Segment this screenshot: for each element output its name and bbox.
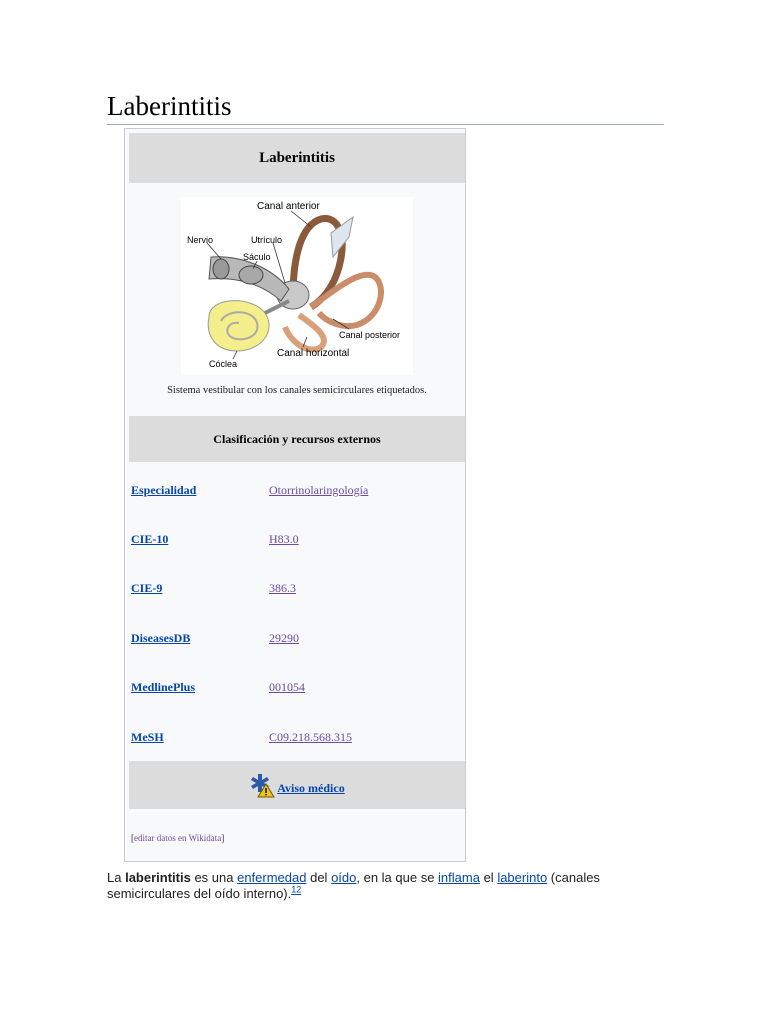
row-label-diseasesdb[interactable]: DiseasesDB bbox=[131, 631, 191, 645]
infobox-row bbox=[131, 532, 461, 552]
row-value-cie9[interactable]: 386.3 bbox=[269, 581, 296, 595]
edit-wikidata-link[interactable]: editar datos en Wikidata bbox=[134, 833, 222, 843]
link-oido[interactable]: oído bbox=[331, 870, 357, 885]
bold-term: laberintitis bbox=[125, 870, 191, 885]
row-label-cie10[interactable]: CIE-10 bbox=[131, 532, 169, 546]
text-fragment: (canales semicirculares del oído interno). bbox=[107, 870, 600, 901]
infobox-row bbox=[131, 631, 461, 651]
vestibular-system-image[interactable] bbox=[181, 197, 413, 375]
intro-paragraph bbox=[107, 870, 667, 902]
nerve-bundle-shape bbox=[213, 259, 229, 279]
row-value-cie10[interactable]: H83.0 bbox=[269, 532, 299, 546]
text-fragment: es una bbox=[190, 870, 238, 885]
link-laberinto[interactable]: laberinto bbox=[497, 870, 548, 885]
row-value-medlineplus[interactable]: 001054 bbox=[269, 680, 305, 694]
page-title: Laberintitis bbox=[107, 88, 664, 125]
medical-warning-bar bbox=[129, 761, 465, 809]
text-fragment: La bbox=[107, 870, 126, 885]
label-coclea: Cóclea bbox=[209, 359, 238, 369]
row-value-mesh[interactable]: C09.218.568.315 bbox=[269, 730, 353, 744]
bracket-open: [ bbox=[131, 833, 134, 843]
row-label-mesh[interactable]: MeSH bbox=[131, 730, 164, 744]
text-fragment: el bbox=[479, 870, 498, 885]
label-canal-anterior: Canal anterior bbox=[257, 201, 320, 212]
label-nervio: Nervio bbox=[187, 235, 214, 245]
label-utriculo: Utrículo bbox=[251, 235, 283, 245]
label-canal-posterior: Canal posterior bbox=[339, 330, 401, 340]
coclea-shape bbox=[208, 301, 269, 351]
row-value-diseasesdb[interactable]: 29290 bbox=[269, 631, 299, 645]
infobox-row bbox=[131, 730, 461, 750]
saculo-shape bbox=[239, 266, 263, 284]
medical-warning-icon bbox=[249, 772, 275, 798]
infobox bbox=[124, 128, 466, 862]
text-fragment: , en la que se bbox=[356, 870, 439, 885]
medical-warning-link[interactable]: Aviso médico bbox=[277, 780, 345, 795]
canal-posterior-shape bbox=[311, 275, 381, 326]
infobox-subheader: Clasificación y recursos externos bbox=[129, 416, 465, 462]
row-value-especialidad[interactable]: Otorrinolaringología bbox=[269, 483, 369, 497]
wikidata-edit bbox=[131, 833, 224, 843]
infobox-row bbox=[131, 483, 461, 503]
bracket-close: ] bbox=[221, 833, 225, 843]
infobox-title: Laberintitis bbox=[129, 133, 465, 183]
row-label-especialidad[interactable]: Especialidad bbox=[131, 483, 197, 497]
text-fragment: del bbox=[306, 870, 332, 885]
infobox-row bbox=[131, 680, 461, 700]
row-label-medlineplus[interactable]: MedlinePlus bbox=[131, 680, 196, 694]
link-inflama[interactable]: inflama bbox=[438, 870, 480, 885]
row-label-cie9[interactable]: CIE-9 bbox=[131, 581, 163, 595]
label-saculo: Sáculo bbox=[243, 252, 271, 262]
link-enfermedad[interactable]: enfermedad bbox=[237, 870, 307, 885]
label-canal-horizontal: Canal horizontal bbox=[277, 348, 350, 359]
image-caption: Sistema vestibular con los canales semicirculares etiquetados. bbox=[167, 385, 427, 396]
reference-marker[interactable]: 12 bbox=[291, 884, 302, 895]
infobox-row bbox=[131, 581, 461, 601]
